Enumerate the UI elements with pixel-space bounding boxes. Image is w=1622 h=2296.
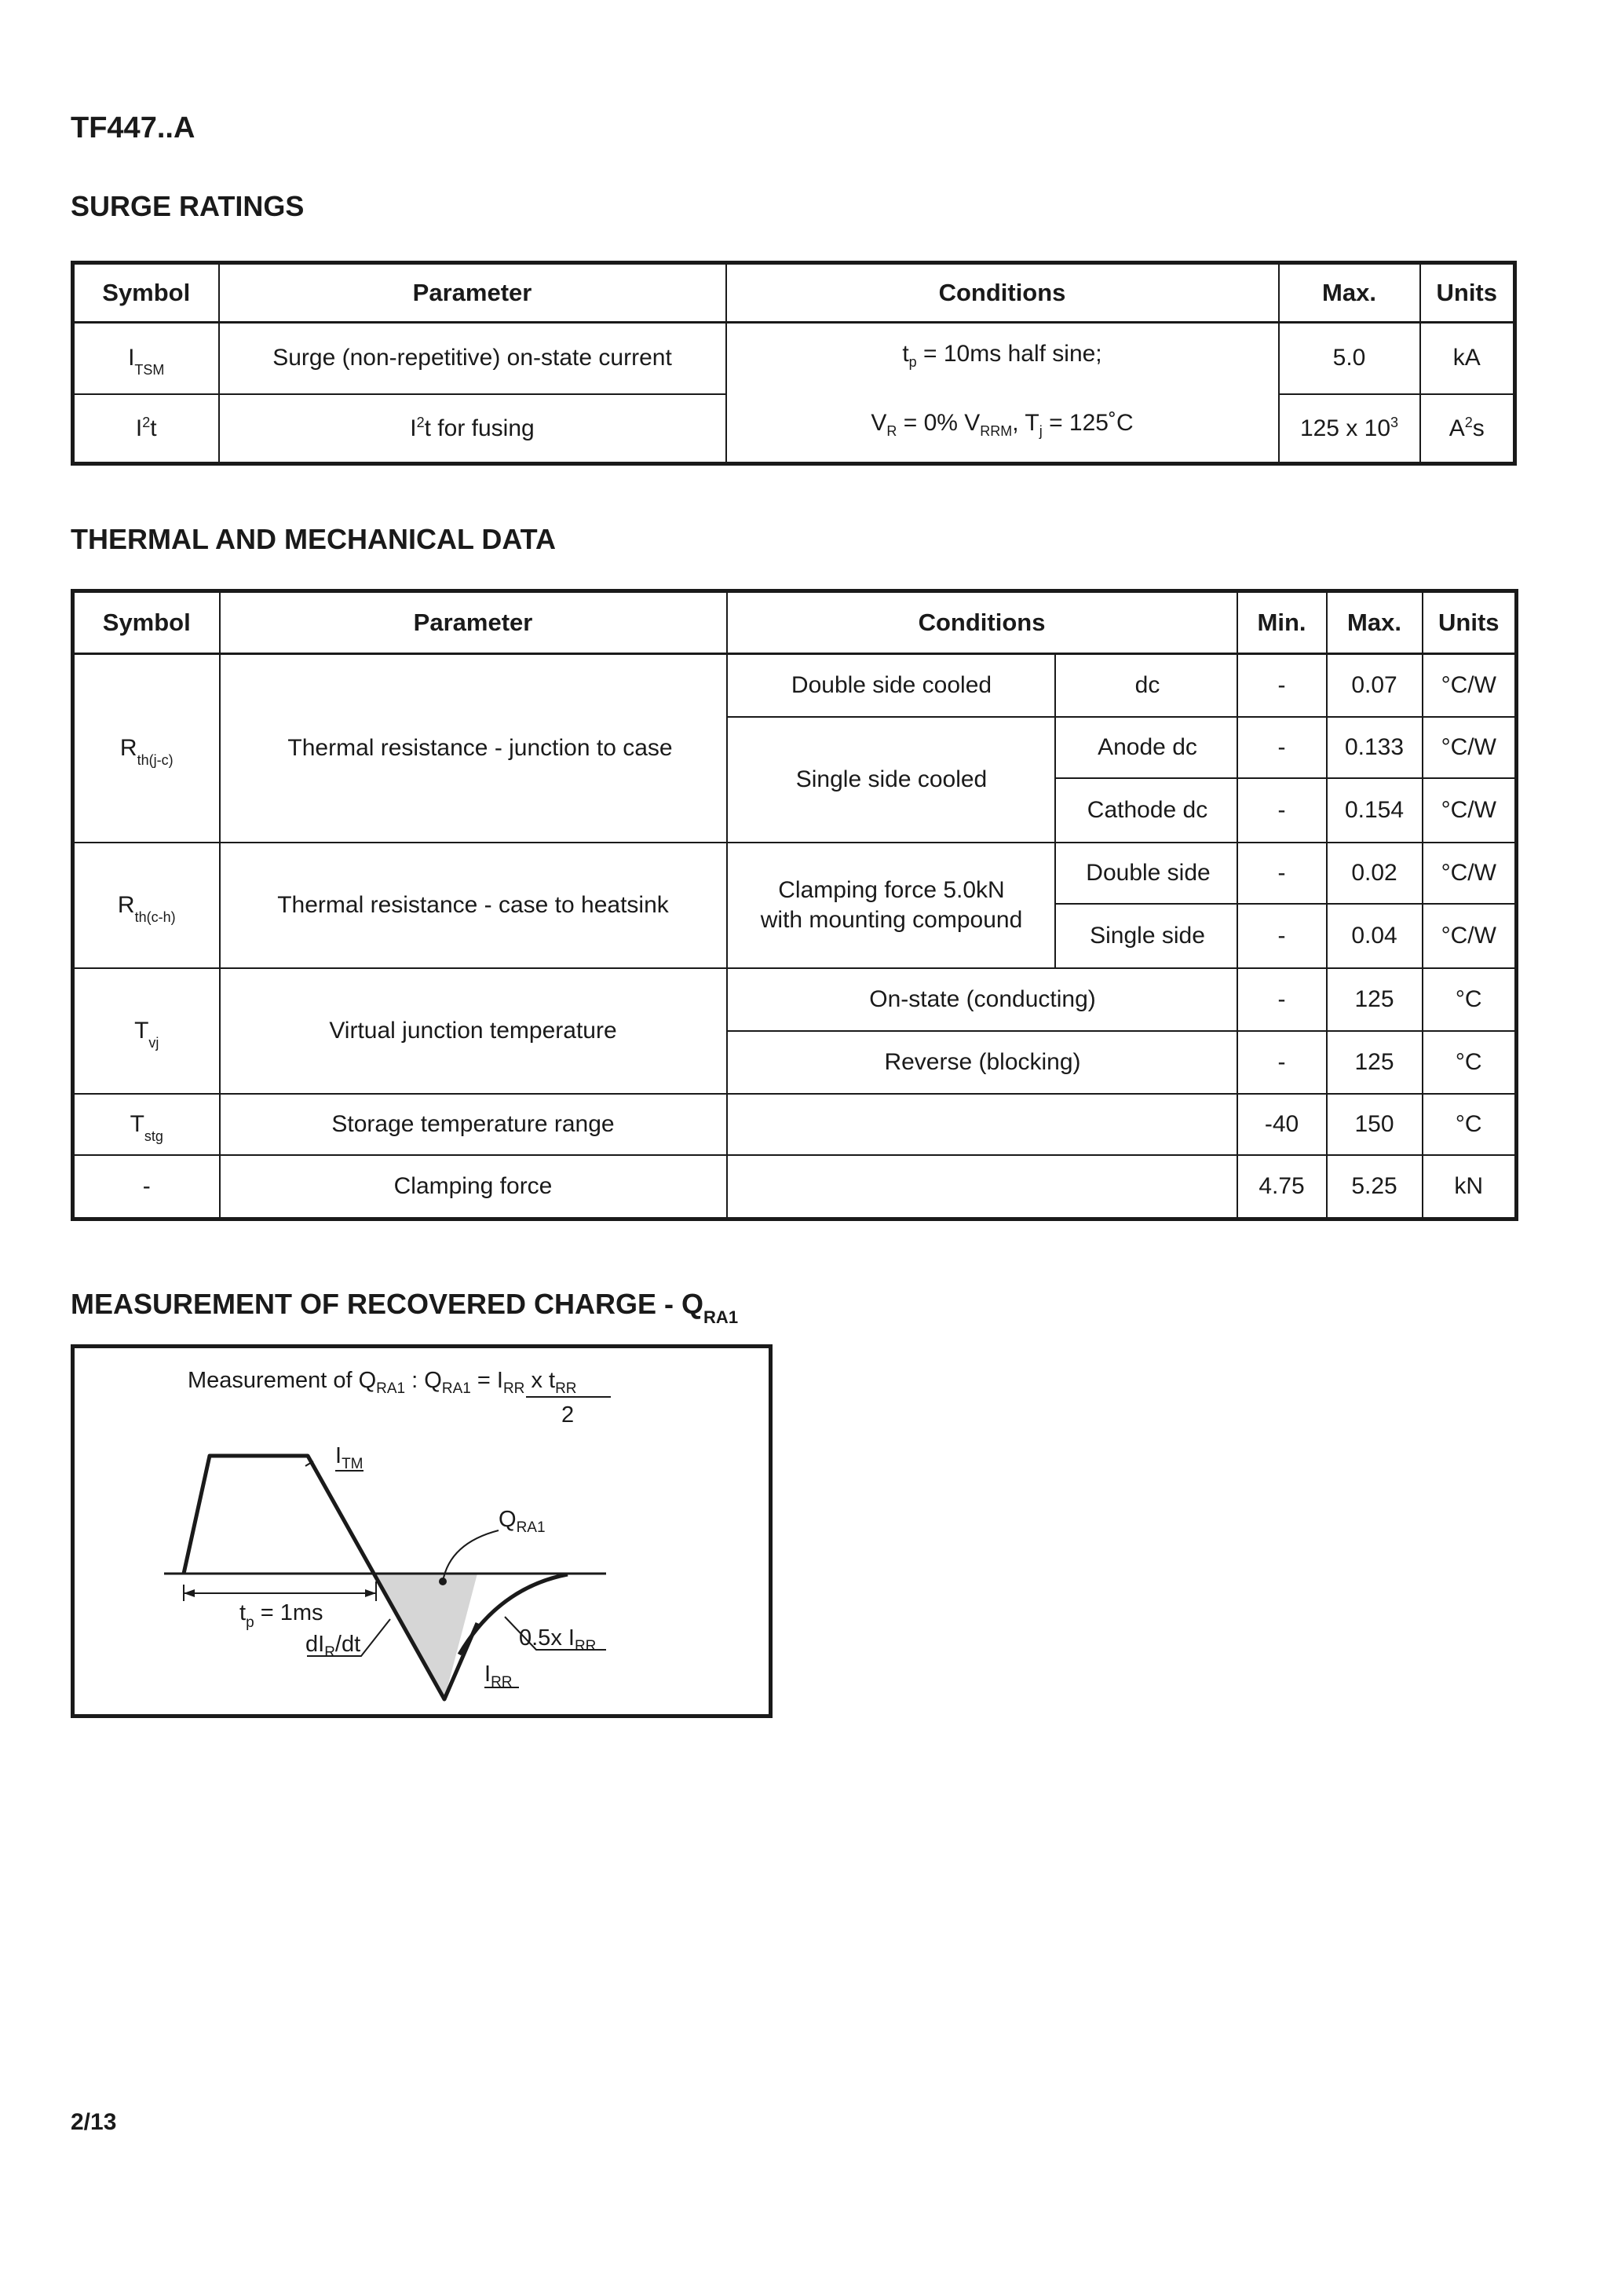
symbol-tvj: $T_{vj}$ [73,968,220,1094]
max-cell: 125 x $10^3$ [1279,394,1420,464]
max-cell: 0.02 [1327,843,1423,904]
parameter-cell: Thermal resistance - case to heatsink [220,843,727,968]
symbol-i2t: $I^2t$ [73,394,219,464]
units-cell: °C [1423,1031,1517,1094]
min-cell: - [1237,654,1327,717]
units-cell: °C/W [1423,717,1517,778]
surge-conditions-cell [726,323,1279,464]
formula-denominator: 2 [561,1402,575,1428]
condition-cell: Double side cooled [727,654,1055,717]
sub-condition-cell: Single side [1055,904,1237,968]
min-cell: 4.75 [1237,1155,1327,1219]
symbol-rth-jc: $R_{th(j-c)}$ [73,654,220,843]
thermal-table [71,589,1518,1221]
symbol-tstg: $T_{stg}$ [73,1094,220,1155]
qra1-label: $Q_{RA1}$ [499,1507,546,1536]
min-cell: - [1237,904,1327,968]
parameter-cell: $I^2t$ for fusing [219,394,726,464]
table-row [73,1094,1517,1155]
units-cell: kA [1420,323,1515,394]
max-cell: 125 [1327,1031,1423,1094]
page-number: 2/13 [71,2109,117,2135]
header-max: Max. [1327,591,1423,654]
min-cell: - [1237,843,1327,904]
recovered-charge-heading: MEASUREMENT OF RECOVERED CHARGE - $Q_{RA1}$ [71,1288,739,1327]
parameter-cell: Storage temperature range [220,1094,727,1155]
min-cell: -40 [1237,1094,1327,1155]
header-conditions: Conditions [726,263,1279,323]
max-cell: 0.133 [1327,717,1423,778]
units-cell: °C/W [1423,843,1517,904]
units-cell: °C [1423,1094,1517,1155]
conditions-line-2: $V_R = 0\%$ $V_{RRM}$, $T_j$ = 125˚C [871,410,1134,439]
sub-condition-cell: Anode dc [1055,717,1237,778]
min-cell: - [1237,968,1327,1031]
parameter-cell: Thermal resistance - junction to case [220,654,727,843]
sub-condition-cell: Cathode dc [1055,778,1237,843]
tp-arrow-right [365,1589,376,1597]
header-min: Min. [1237,591,1327,654]
condition-cell [727,1094,1237,1155]
header-symbol: Symbol [73,591,220,654]
min-cell: - [1237,717,1327,778]
table-row [73,323,1515,394]
parameter-cell: Virtual junction temperature [220,968,727,1094]
condition-cell: Reverse (blocking) [727,1031,1237,1094]
condition-cell [727,843,1055,968]
half-irr-label: 0.5x $I_{RR}$ [519,1625,597,1654]
symbol-rth-ch: $R_{th(c-h)}$ [73,843,220,968]
table-header-row [73,591,1517,654]
condition-line-1: Clamping force 5.0kN [778,876,1005,903]
table-row [73,843,1517,904]
condition-line-2: with mounting compound [760,906,1023,933]
units-cell: °C/W [1423,778,1517,843]
symbol-dash: - [73,1155,220,1219]
max-cell: 5.25 [1327,1155,1423,1219]
units-cell: °C [1423,968,1517,1031]
header-max: Max. [1279,263,1420,323]
max-cell: 5.0 [1279,323,1420,394]
max-cell: 150 [1327,1094,1423,1155]
table-row [73,1155,1517,1219]
header-units: Units [1420,263,1515,323]
min-cell: - [1237,1031,1327,1094]
condition-cell: Single side cooled [727,717,1055,843]
document-title: TF447..A [71,112,195,144]
conditions-line-1: $t_p = 10ms$ half sine; [902,341,1102,370]
table-row [73,654,1517,717]
condition-cell: On-state (conducting) [727,968,1237,1031]
surge-ratings-heading: SURGE RATINGS [71,190,305,222]
units-cell: °C/W [1423,904,1517,968]
irr-label: $I_{RR}$ [484,1662,513,1691]
header-parameter: Parameter [220,591,727,654]
header-symbol: Symbol [73,263,219,323]
dir-dt-label: $dI_R/dt$ [305,1632,361,1661]
recovered-charge-diagram [75,1348,769,1714]
surge-ratings-table [71,261,1517,466]
header-units: Units [1423,591,1517,654]
min-cell: - [1237,778,1327,843]
recovered-charge-diagram-box [71,1344,773,1718]
header-conditions: Conditions [727,591,1237,654]
units-cell: °C/W [1423,654,1517,717]
parameter-cell: Surge (non-repetitive) on-state current [219,323,726,394]
max-cell: 0.154 [1327,778,1423,843]
thermal-heading: THERMAL AND MECHANICAL DATA [71,523,556,555]
max-cell: 0.04 [1327,904,1423,968]
max-cell: 0.07 [1327,654,1423,717]
units-cell: kN [1423,1155,1517,1219]
qra1-leader-dot [439,1578,447,1585]
qra1-shaded-area [376,1574,477,1699]
max-cell: 125 [1327,968,1423,1031]
symbol-itsm: $I_{TSM}$ [73,323,219,394]
sub-condition-cell: dc [1055,654,1237,717]
tp-label: $t_p = 1ms$ [239,1600,323,1631]
table-header-row [73,263,1515,323]
tp-arrow-left [184,1589,195,1597]
formula-text: Measurement of $Q_{RA1}$ : $Q_{RA1} = I_{RR}$ x $t_{RR}$ [188,1368,577,1397]
condition-cell [727,1155,1237,1219]
table-row [73,968,1517,1031]
itm-label: $I_{TM}$ [335,1443,363,1472]
parameter-cell: Clamping force [220,1155,727,1219]
units-cell: $A^2s$ [1420,394,1515,464]
sub-condition-cell: Double side [1055,843,1237,904]
header-parameter: Parameter [219,263,726,323]
